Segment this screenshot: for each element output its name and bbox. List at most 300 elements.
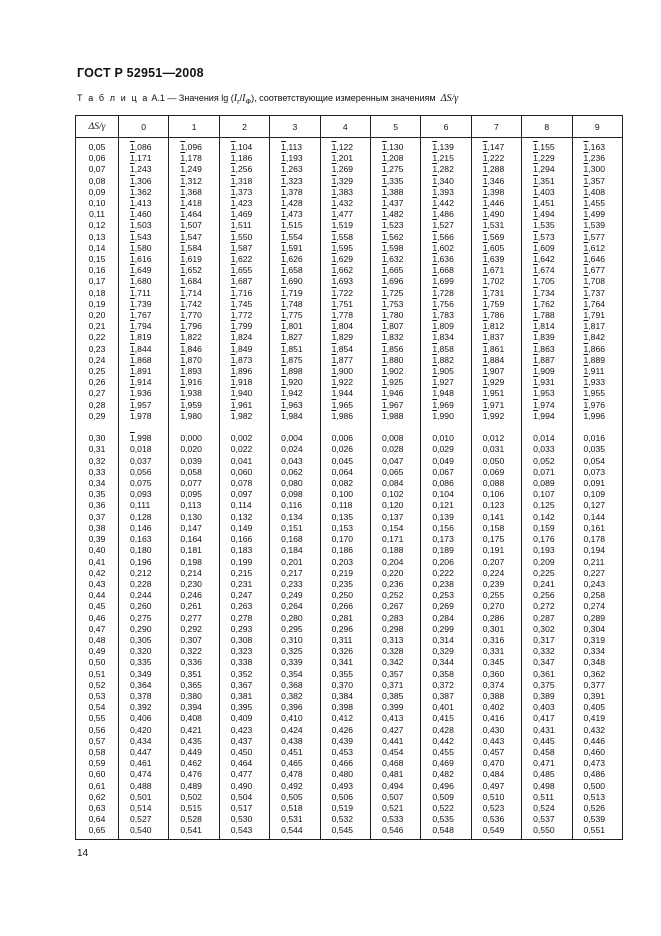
table-cell: 1,971 xyxy=(482,399,505,410)
row-key: 0,30 xyxy=(88,433,106,444)
table-cell: 0,170 xyxy=(331,534,354,545)
table-cell: 0,401 xyxy=(432,702,454,713)
table-cell: 0,069 xyxy=(482,466,505,477)
table-cell: 1,714 xyxy=(180,287,202,298)
table-cell: 1,953 xyxy=(533,388,555,399)
table-cell: 0,311 xyxy=(331,634,353,645)
column-header-4: 4 xyxy=(320,116,370,138)
table-cell: 1,764 xyxy=(583,298,606,309)
table-cell: 0,389 xyxy=(533,690,555,701)
table-cell: 1,851 xyxy=(281,343,303,354)
table-cell: 1,940 xyxy=(230,388,253,399)
table-cell: 0,183 xyxy=(230,545,253,556)
table-cell: 1,499 xyxy=(583,209,606,220)
table-cell: 0,329 xyxy=(432,646,454,657)
table-cell: 0,139 xyxy=(432,511,454,522)
table-cell: 0,502 xyxy=(180,791,202,802)
table-cell: 1,994 xyxy=(533,410,555,421)
table-cell: 1,775 xyxy=(281,310,303,321)
table-cell: 0,088 xyxy=(482,478,505,489)
table-cell: 0,283 xyxy=(381,612,404,623)
table-cell: 1,408 xyxy=(583,186,606,197)
table-cell: 0,355 xyxy=(331,668,354,679)
table-cell: 1,880 xyxy=(381,354,404,365)
table-cell: 0,437 xyxy=(230,735,253,746)
table-cell: 1,856 xyxy=(381,343,404,354)
column-header-2: 2 xyxy=(219,116,269,138)
table-cell: 1,547 xyxy=(180,231,202,242)
table-cell: 0,500 xyxy=(583,780,606,791)
table-cell: 0,031 xyxy=(482,444,505,455)
table-cell: 0,484 xyxy=(482,769,505,780)
table-cell: 0,435 xyxy=(180,735,202,746)
table-cell: 0,551 xyxy=(583,825,606,836)
table-cell: 0,178 xyxy=(583,534,606,545)
table-cell: 0,022 xyxy=(230,444,253,455)
table-cell: 1,870 xyxy=(180,354,202,365)
table-cell: 0,326 xyxy=(331,646,354,657)
row-key: 0,64 xyxy=(88,814,106,825)
table-cell: 1,920 xyxy=(281,377,303,388)
table-cell: 0,247 xyxy=(230,590,253,601)
table-cell: 0,537 xyxy=(533,814,555,825)
table-cell: 0,415 xyxy=(432,713,454,724)
table-cell: 0,370 xyxy=(331,679,354,690)
table-cell: 1,446 xyxy=(482,198,505,209)
table-cell: 1,980 xyxy=(180,410,202,421)
table-cell: 0,084 xyxy=(381,478,404,489)
table-cell: 1,383 xyxy=(331,186,354,197)
table-cell: 0,469 xyxy=(432,758,454,769)
column-header-0: 0 xyxy=(119,116,169,138)
table-cell: 0,445 xyxy=(533,735,555,746)
row-key: 0,52 xyxy=(88,679,106,690)
table-cell: 1,503 xyxy=(130,220,152,231)
table-cell: 0,305 xyxy=(130,634,152,645)
table-cell: 1,229 xyxy=(533,153,555,164)
table-cell: 1,639 xyxy=(482,254,505,265)
table-cell: 0,426 xyxy=(331,724,354,735)
table-cell: 1,751 xyxy=(331,298,354,309)
value-column-7 xyxy=(471,138,521,840)
table-cell: 1,155 xyxy=(533,142,555,152)
row-key: 0,20 xyxy=(88,310,106,321)
table-cell: 1,742 xyxy=(180,298,202,309)
table-cell: 0,146 xyxy=(130,522,152,533)
values-table xyxy=(75,115,623,840)
table-cell: 1,616 xyxy=(130,254,152,265)
table-cell: 1,961 xyxy=(230,399,253,410)
table-cell: 1,824 xyxy=(230,332,253,343)
table-cell: 0,506 xyxy=(331,791,354,802)
table-cell: 0,280 xyxy=(281,612,303,623)
table-cell: 0,439 xyxy=(331,735,354,746)
table-cell: 0,116 xyxy=(281,500,303,511)
row-key: 0,63 xyxy=(88,802,106,813)
table-caption xyxy=(77,93,458,106)
table-cell: 1,469 xyxy=(230,209,253,220)
caption-label: А.1 — Значения lg ( xyxy=(151,93,234,103)
table-cell: 0,049 xyxy=(432,455,454,466)
table-cell: 0,109 xyxy=(583,489,606,500)
table-cell: 0,267 xyxy=(381,601,404,612)
table-cell: 1,249 xyxy=(180,164,202,175)
table-cell: 0,180 xyxy=(130,545,152,556)
table-cell: 1,163 xyxy=(583,142,606,152)
table-cell: 0,266 xyxy=(331,601,354,612)
table-cell: 1,770 xyxy=(180,310,202,321)
table-cell: 1,201 xyxy=(331,153,354,164)
table-cell: 0,141 xyxy=(482,511,505,522)
table-cell: 1,393 xyxy=(432,186,454,197)
table-cell: 0,104 xyxy=(432,489,454,500)
row-key: 0,12 xyxy=(88,220,106,231)
table-cell: 0,365 xyxy=(180,679,202,690)
table-cell: 0,073 xyxy=(583,466,606,477)
caption-ratio-b: I xyxy=(242,93,246,104)
table-cell: 0,382 xyxy=(281,690,303,701)
table-cell: 0,408 xyxy=(180,713,202,724)
table-cell: 1,936 xyxy=(130,388,152,399)
table-cell: 1,629 xyxy=(331,254,354,265)
table-cell: 1,312 xyxy=(180,175,202,186)
table-cell: 0,406 xyxy=(130,713,152,724)
table-cell: 1,193 xyxy=(281,153,303,164)
column-header-3: 3 xyxy=(270,116,320,138)
table-cell: 1,122 xyxy=(331,142,354,152)
column-header-9: 9 xyxy=(572,116,622,138)
table-cell: 1,882 xyxy=(432,354,454,365)
value-column-9 xyxy=(572,138,622,840)
table-cell: 0,398 xyxy=(331,702,354,713)
table-cell: 0,367 xyxy=(230,679,253,690)
table-cell: 1,799 xyxy=(230,321,253,332)
table-cell: 0,438 xyxy=(281,735,303,746)
table-cell: 0,524 xyxy=(533,802,555,813)
table-cell: 1,632 xyxy=(381,254,404,265)
table-cell: 1,877 xyxy=(331,354,354,365)
table-cell: 1,812 xyxy=(482,321,505,332)
table-cell: 1,737 xyxy=(583,287,606,298)
table-cell: 1,464 xyxy=(180,209,202,220)
table-cell: 0,362 xyxy=(583,668,606,679)
row-key: 0,06 xyxy=(88,153,106,164)
table-cell: 0,050 xyxy=(482,455,505,466)
table-cell: 1,916 xyxy=(180,377,202,388)
value-column-8 xyxy=(522,138,572,840)
table-cell: 0,308 xyxy=(230,634,253,645)
table-cell: 0,468 xyxy=(381,758,404,769)
table-cell: 0,317 xyxy=(533,634,555,645)
table-cell: 0,505 xyxy=(281,791,303,802)
table-cell: 1,569 xyxy=(482,231,505,242)
table-cell: 1,208 xyxy=(381,153,404,164)
table-cell: 1,822 xyxy=(180,332,202,343)
table-cell: 0,413 xyxy=(381,713,404,724)
table-cell: 1,096 xyxy=(180,142,202,152)
table-cell: 0,020 xyxy=(180,444,202,455)
row-key: 0,34 xyxy=(88,478,106,489)
table-cell: 0,304 xyxy=(583,623,606,634)
table-cell: 1,868 xyxy=(130,354,152,365)
table-cell: 1,844 xyxy=(130,343,152,354)
table-cell: 1,587 xyxy=(230,242,253,253)
table-cell: 0,378 xyxy=(130,690,152,701)
row-key: 0,08 xyxy=(88,175,106,186)
table-cell: 1,562 xyxy=(381,231,404,242)
table-cell: 1,335 xyxy=(381,175,404,186)
table-cell: 1,839 xyxy=(533,332,555,343)
table-cell: 0,264 xyxy=(281,601,303,612)
table-cell: 0,093 xyxy=(130,489,152,500)
table-cell: 0,295 xyxy=(281,623,303,634)
table-cell: 1,519 xyxy=(331,220,354,231)
table-cell: 0,228 xyxy=(130,578,152,589)
table-cell: 0,227 xyxy=(583,567,606,578)
table-cell: 1,759 xyxy=(482,298,505,309)
table-cell: 0,313 xyxy=(381,634,404,645)
row-key: 0,18 xyxy=(88,287,106,298)
table-cell: 0,510 xyxy=(482,791,505,802)
table-cell: 1,942 xyxy=(281,388,303,399)
row-key: 0,51 xyxy=(88,668,106,679)
table-cell: 0,018 xyxy=(130,444,152,455)
table-cell: 1,696 xyxy=(381,276,404,287)
row-key: 0,09 xyxy=(88,186,106,197)
table-cell: 0,201 xyxy=(281,556,303,567)
table-cell: 0,261 xyxy=(180,601,202,612)
table-cell: 0,151 xyxy=(281,522,303,533)
table-cell: 1,725 xyxy=(381,287,404,298)
table-cell: 0,336 xyxy=(180,657,202,668)
row-key: 0,49 xyxy=(88,646,106,657)
table-cell: 0,029 xyxy=(432,444,454,455)
table-cell: 1,786 xyxy=(482,310,505,321)
table-cell: 1,753 xyxy=(381,298,404,309)
table-cell: 0,154 xyxy=(381,522,404,533)
table-cell: 0,064 xyxy=(331,466,354,477)
table-cell: 0,121 xyxy=(432,500,454,511)
table-cell: 0,252 xyxy=(381,590,404,601)
table-cell: 0,077 xyxy=(180,478,202,489)
table-cell: 0,546 xyxy=(381,825,404,836)
table-cell: 0,371 xyxy=(381,679,404,690)
table-cell: 0,545 xyxy=(331,825,354,836)
table-cell: 0,519 xyxy=(331,802,354,813)
table-cell: 0,002 xyxy=(230,433,253,444)
table-cell: 1,294 xyxy=(533,164,555,175)
row-key: 0,58 xyxy=(88,746,106,757)
table-cell: 1,573 xyxy=(533,231,555,242)
table-cell: 0,384 xyxy=(331,690,354,701)
table-cell: 0,526 xyxy=(583,802,606,813)
table-cell: 1,982 xyxy=(230,410,253,421)
table-cell: 0,334 xyxy=(583,646,606,657)
table-cell: 0,132 xyxy=(230,511,253,522)
table-cell: 0,147 xyxy=(180,522,202,533)
table-cell: 0,441 xyxy=(381,735,404,746)
column-header-7: 7 xyxy=(471,116,521,138)
table-cell: 1,829 xyxy=(331,332,354,343)
table-cell: 0,106 xyxy=(482,489,505,500)
table-cell: 1,602 xyxy=(432,242,454,253)
row-key: 0,48 xyxy=(88,634,106,645)
table-cell: 0,008 xyxy=(381,433,404,444)
table-cell: 0,158 xyxy=(482,522,505,533)
table-cell: 1,300 xyxy=(583,164,606,175)
table-cell: 1,969 xyxy=(432,399,454,410)
table-cell: 0,224 xyxy=(482,567,505,578)
table-cell: 1,523 xyxy=(381,220,404,231)
row-key: 0,22 xyxy=(88,332,106,343)
caption-ratio-a: I xyxy=(233,93,238,104)
table-cell: 0,120 xyxy=(381,500,404,511)
table-cell: 1,263 xyxy=(281,164,303,175)
table-cell: 0,269 xyxy=(432,601,454,612)
table-cell: 1,178 xyxy=(180,153,202,164)
table-cell: 0,428 xyxy=(432,724,454,735)
row-key: 0,43 xyxy=(88,578,106,589)
caption-ratio-a-sub: r xyxy=(237,96,240,106)
table-cell: 0,504 xyxy=(230,791,253,802)
table-cell: 0,241 xyxy=(533,578,555,589)
table-cell: 1,914 xyxy=(130,377,152,388)
row-key: 0,23 xyxy=(88,343,106,354)
table-cell: 0,078 xyxy=(230,478,253,489)
table-cell: 0,137 xyxy=(381,511,404,522)
table-cell: 1,662 xyxy=(331,265,354,276)
table-cell: 1,967 xyxy=(381,399,404,410)
table-cell: 0,035 xyxy=(583,444,606,455)
table-cell: 1,674 xyxy=(533,265,555,276)
row-key: 0,26 xyxy=(88,377,106,388)
table-cell: 1,791 xyxy=(583,310,606,321)
table-cell: 0,263 xyxy=(230,601,253,612)
table-cell: 0,289 xyxy=(583,612,606,623)
table-cell: 0,176 xyxy=(533,534,555,545)
row-key: 0,10 xyxy=(88,198,106,209)
table-cell: 1,817 xyxy=(583,321,606,332)
table-cell: 0,394 xyxy=(180,702,202,713)
table-cell: 0,424 xyxy=(281,724,303,735)
table-cell: 1,998 xyxy=(130,433,152,444)
table-cell: 1,796 xyxy=(180,321,202,332)
table-cell: 1,256 xyxy=(230,164,253,175)
column-header-5: 5 xyxy=(370,116,420,138)
table-cell: 1,978 xyxy=(130,410,152,421)
table-cell: 0,045 xyxy=(331,455,354,466)
table-cell: 1,455 xyxy=(583,198,606,209)
table-cell: 0,380 xyxy=(180,690,202,701)
table-cell: 0,461 xyxy=(130,758,152,769)
table-cell: 0,144 xyxy=(583,511,606,522)
table-cell: 0,219 xyxy=(331,567,354,578)
table-cell: 0,396 xyxy=(281,702,303,713)
table-cell: 0,307 xyxy=(180,634,202,645)
table-cell: 0,514 xyxy=(130,802,152,813)
table-cell: 1,699 xyxy=(432,276,454,287)
table-cell: 0,164 xyxy=(180,534,202,545)
table-cell: 1,794 xyxy=(130,321,152,332)
table-cell: 0,255 xyxy=(482,590,505,601)
table-cell: 1,554 xyxy=(281,231,303,242)
table-cell: 1,171 xyxy=(130,153,152,164)
table-cell: 0,528 xyxy=(180,814,202,825)
table-cell: 0,039 xyxy=(180,455,202,466)
table-cell: 1,612 xyxy=(583,242,606,253)
table-cell: 0,114 xyxy=(230,500,252,511)
table-cell: 0,244 xyxy=(130,590,152,601)
table-cell: 0,465 xyxy=(281,758,303,769)
table-cell: 0,260 xyxy=(130,601,152,612)
table-cell: 1,957 xyxy=(130,399,152,410)
table-cell: 0,485 xyxy=(533,769,555,780)
table-cell: 0,509 xyxy=(432,791,454,802)
row-key: 0,47 xyxy=(88,623,106,634)
table-cell: 1,708 xyxy=(583,276,606,287)
caption-symbol: ΔS/γ xyxy=(440,93,459,104)
table-cell: 0,033 xyxy=(533,444,555,455)
table-cell: 0,527 xyxy=(130,814,152,825)
table-cell: 1,946 xyxy=(381,388,404,399)
table-cell: 0,515 xyxy=(180,802,202,813)
table-cell: 1,147 xyxy=(482,142,505,152)
table-cell: 1,591 xyxy=(281,242,303,253)
table-cell: 0,217 xyxy=(281,567,303,578)
table-cell: 0,339 xyxy=(281,657,303,668)
table-cell: 1,636 xyxy=(432,254,454,265)
table-cell: 1,243 xyxy=(130,164,152,175)
row-key: 0,55 xyxy=(88,713,106,724)
table-cell: 0,352 xyxy=(230,668,253,679)
row-key: 0,40 xyxy=(88,545,106,556)
table-cell: 0,323 xyxy=(230,646,253,657)
table-cell: 0,173 xyxy=(432,534,454,545)
table-cell: 0,412 xyxy=(331,713,354,724)
table-cell: 0,316 xyxy=(482,634,505,645)
table-cell: 0,198 xyxy=(180,556,202,567)
table-cell: 0,130 xyxy=(180,511,202,522)
row-key: 0,65 xyxy=(88,825,106,836)
table-cell: 0,188 xyxy=(381,545,404,556)
table-cell: 0,535 xyxy=(432,814,454,825)
table-cell: 0,540 xyxy=(130,825,152,836)
table-cell: 0,523 xyxy=(482,802,505,813)
table-cell: 0,345 xyxy=(482,657,505,668)
table-cell: 0,191 xyxy=(482,545,505,556)
table-cell: 0,374 xyxy=(482,679,505,690)
row-key: 0,32 xyxy=(88,455,106,466)
table-cell: 0,349 xyxy=(130,668,152,679)
table-cell: 1,986 xyxy=(331,410,354,421)
table-cell: 0,417 xyxy=(533,713,555,724)
table-cell: 0,125 xyxy=(533,500,555,511)
table-cell: 0,004 xyxy=(281,433,303,444)
table-cell: 0,065 xyxy=(381,466,404,477)
table-cell: 1,918 xyxy=(230,377,253,388)
table-cell: 1,378 xyxy=(281,186,303,197)
table-cell: 0,222 xyxy=(432,567,454,578)
table-cell: 1,543 xyxy=(130,231,152,242)
table-cell: 0,292 xyxy=(180,623,202,634)
table-cell: 1,619 xyxy=(180,254,202,265)
table-cell: 0,532 xyxy=(331,814,354,825)
table-cell: 0,466 xyxy=(331,758,354,769)
table-cell: 1,329 xyxy=(331,175,354,186)
table-cell: 0,054 xyxy=(583,455,606,466)
table-cell: 0,385 xyxy=(381,690,404,701)
table-cell: 1,767 xyxy=(130,310,152,321)
